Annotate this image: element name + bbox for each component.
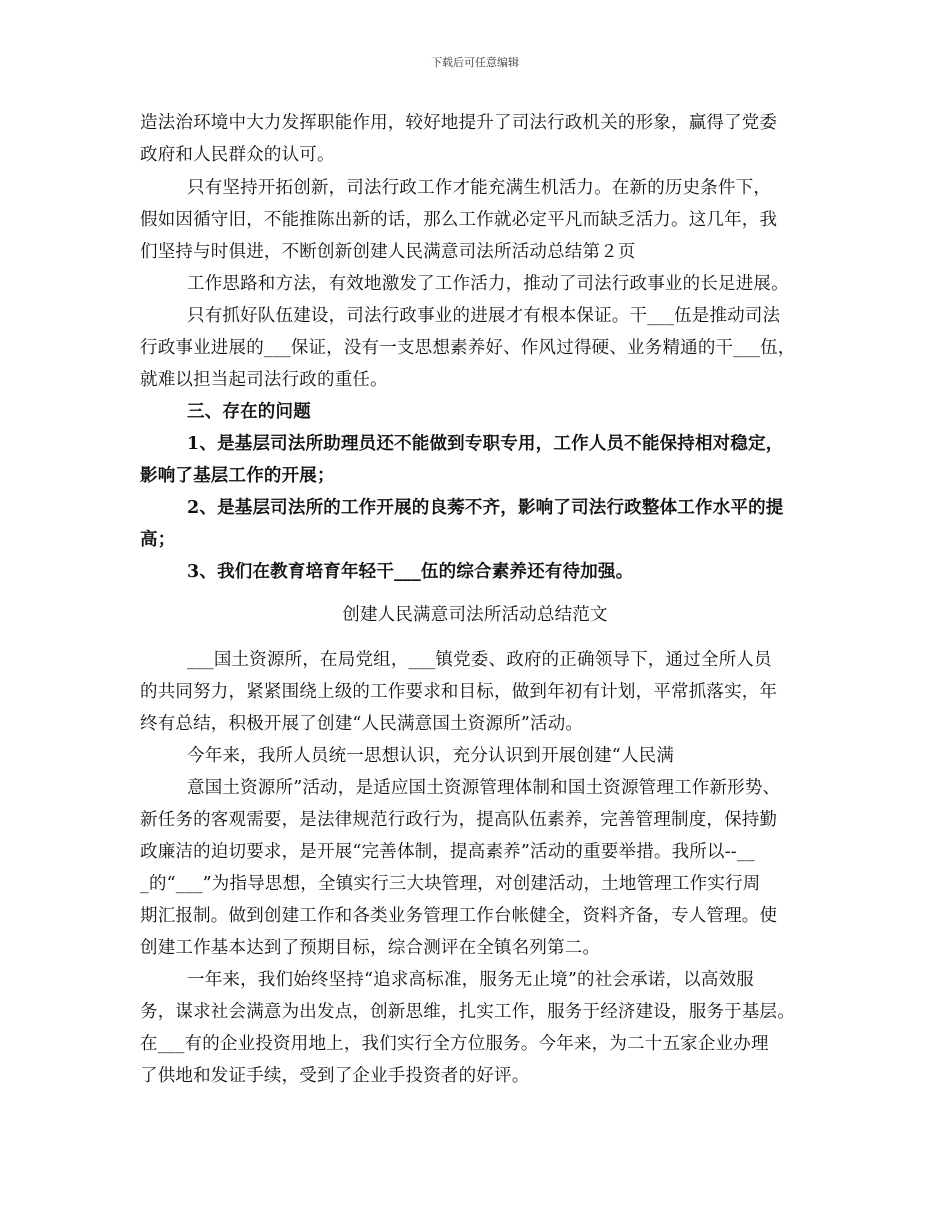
paragraph-line: 行政事业进展的___保证，没有一支思想素养好、作风过得硬、业务精通的干___伍，	[140, 338, 796, 358]
paragraph-line: 终有总结，积极开展了创建“人民满意国土资源所”活动。	[140, 714, 584, 734]
section-heading: 三、存在的问题	[187, 402, 311, 422]
problem-item-2-cont: 高；	[140, 530, 176, 550]
paragraph-line: 们坚持与时俱进，不断创新创建人民满意司法所活动总结第２页	[140, 242, 636, 262]
paragraph-line: 了供地和发证手续，受到了企业手投资者的好评。	[140, 1066, 530, 1086]
page-header: 下载后可任意编辑	[431, 56, 519, 69]
paragraph-line: 意国土资源所”活动，是适应国土资源管理体制和国土资源管理工作新形势、	[187, 778, 781, 798]
paragraph-line: 政府和人民群众的认可。	[140, 145, 335, 165]
paragraph-line: 的共同努力，紧紧围绕上级的工作要求和目标，做到年初有计划，平常抓落实，年	[140, 682, 778, 702]
problem-item-1: 1、是基层司法所助理员还不能做到专职专用，工作人员不能保持相对稳定，	[187, 434, 784, 454]
paragraph-line: 只有坚持开拓创新，司法行政工作才能充满生机活力。在新的历史条件下，	[187, 178, 772, 198]
paragraph-line: 新任务的客观需要，是法律规范行政行为，提高队伍素养，完善管理制度，保持勤	[140, 810, 778, 830]
paragraph-line: _的“___”为指导思想，全镇实行三大块管理，对创建活动，土地管理工作实行周	[140, 874, 761, 894]
paragraph-line: 假如因循守旧，不能推陈出新的话，那么工作就必定平凡而缺乏活力。这几年，我	[140, 210, 778, 230]
paragraph-line: 务，谋求社会满意为出发点，创新思维，扎实工作，服务于经济建设，服务于基层。	[140, 1002, 795, 1022]
paragraph-line: 只有抓好队伍建设，司法行政事业的进展才有根本保证。干___伍是推动司法	[187, 306, 781, 326]
document-title: 创建人民满意司法所活动总结范文	[342, 605, 608, 625]
paragraph-line: 就难以担当起司法行政的重任。	[140, 370, 388, 390]
paragraph-line: 一年来，我们始终坚持“追求高标准，服务无止境”的社会承诺，以高效服	[187, 970, 754, 990]
paragraph-line: 造法治环境中大力发挥职能作用，较好地提升了司法行政机关的形象，赢得了党委	[140, 113, 778, 133]
paragraph-line: 政廉洁的迫切要求，是开展“完善体制，提高素养”活动的重要举措。我所以--__	[140, 842, 755, 862]
paragraph-line: 在___有的企业投资用地上，我们实行全方位服务。今年来，为二十五家企业办理	[140, 1034, 769, 1054]
paragraph-line: 创建工作基本达到了预期目标，综合测评在全镇名列第二。	[140, 938, 601, 958]
paragraph-line: ___国土资源所，在局党组，___镇党委、政府的正确领导下，通过全所人员	[187, 650, 772, 670]
paragraph-line: 期汇报制。做到创建工作和各类业务管理工作台帐健全，资料齐备，专人管理。使	[140, 906, 778, 926]
problem-item-1-cont: 影响了基层工作的开展；	[140, 466, 335, 486]
problem-item-3: 3、我们在教育培育年轻干___伍的综合素养还有待加强。	[187, 562, 634, 582]
paragraph-line: 今年来，我所人员统一思想认识，充分认识到开展创建“人民满	[187, 746, 675, 766]
problem-item-2: 2、是基层司法所的工作开展的良莠不齐，影响了司法行政整体工作水平的提	[187, 498, 784, 518]
paragraph-line: 工作思路和方法，有效地激发了工作活力，推动了司法行政事业的长足进展。	[187, 274, 789, 294]
